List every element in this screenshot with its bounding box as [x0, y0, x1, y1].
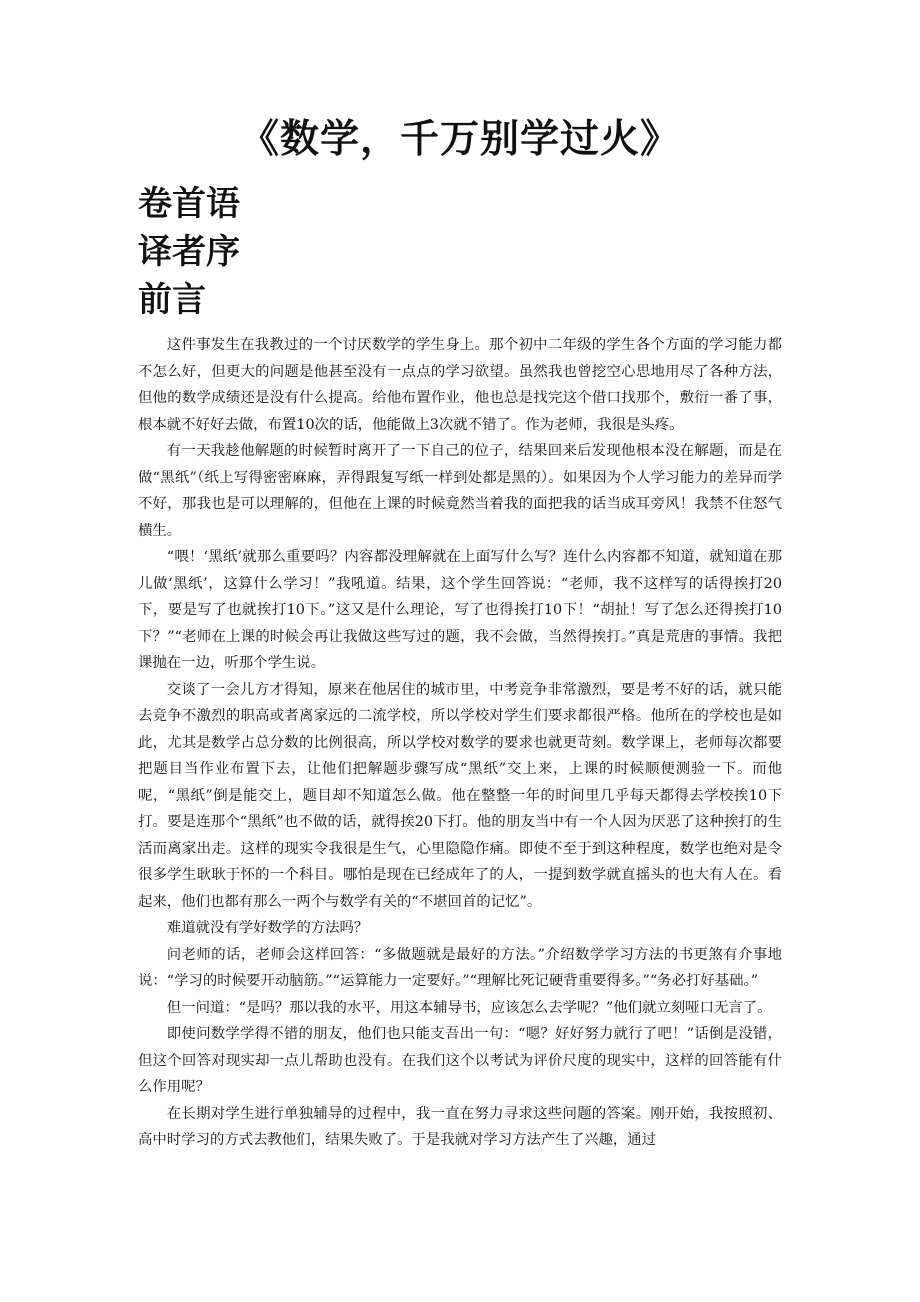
body-text — [138, 332, 782, 1154]
paragraph: 但一问道：“是吗？那以我的水平，用这本辅导书，应该怎么去学呢？”他们就立刻哑口无言了。 — [166, 999, 772, 1016]
paragraph: 在长期对学生进行单独辅导的过程中，我一直在努力寻求这些问题的答案。刚开始，我按照初、高中时学习的方式去教他们，结果失败了。于是我就对学习方法产生了兴趣，通过 — [138, 1105, 782, 1148]
heading-translator-preface: 译者序 — [138, 232, 240, 272]
paragraph: 交谈了一会儿方才得知，原来在他居住的城市里，中考竞争非常激烈，要是考不好的话，就只能去竞争不激烈的职高或者离家远的二流学校，所以学校对学生们要求都很严格。他所在的学校也是如此，尤其是数学占总分数的比例很高，所以学校对数学的要求也就更苛刻。数学课上，老师每次都要把题目当作业布置下去，让他们把解题步骤写成“黑纸”交上来，上课的时候顺便测验一下。而他呢，“黑纸”倒是能交上，题目却不知道怎么做。他在整整一年的时间里几乎每天都得去学校挨10下打。要是连那个“黑纸”也不做的话，就得挨20下打。他的朋友当中有一个人因为厌恶了这种挨打的生活而离家出走。这样的现实令我很是生气，心里隐隐作痛。即使不至于到这种程度，数学也绝对是令很多学生耿耿于怀的一个科目。哪怕是现在已经成年了的人，一提到数学就直摇头的也大有人在。看起来，他们也都有那么一两个与数学有关的“不堪回首的记忆”。 — [138, 681, 782, 910]
paragraph: 问老师的话，老师会这样回答：“多做题就是最好的方法。”介绍数学学习方法的书更煞有介事地说：“学习的时候要开动脑筋。”“运算能力一定要好。”“理解比死记硬背重要得多。”“务必打好基础。” — [138, 946, 782, 989]
heading-preface: 前言 — [138, 280, 206, 320]
heading-foreword: 卷首语 — [138, 184, 240, 224]
paragraph: “喂！‘黑纸’就那么重要吗？内容都没理解就在上面写什么写？连什么内容都不知道，就知道在那儿做‘黑纸’，这算什么学习！”我吼道。结果，这个学生回答说：“老师，我不这样写的话得挨打20下，要是写了也就挨打10下。”这又是什么理论，写了也得挨打10下！“胡扯！写了怎么还得挨打10下？”“老师在上课的时候会再让我做这些写过的题，我不会做，当然得挨打。”真是荒唐的事情。我把课抛在一边，听那个学生说。 — [138, 549, 782, 671]
paragraph: 有一天我趁他解题的时候暂时离开了一下自己的位子，结果回来后发现他根本没在解题，而是在做“黑纸”（纸上写得密密麻麻，弄得跟复写纸一样到处都是黑的）。如果因为个人学习能力的差异而学不好，那我也是可以理解的，但他在上课的时候竟然当着我的面把我的话当成耳旁风！我禁不住怒气横生。 — [138, 443, 782, 539]
paragraph: 即使问数学学得不错的朋友，他们也只能支吾出一句：“嗯？好好努力就行了吧！”话倒是没错，但这个回答对现实却一点儿帮助也没有。在我们这个以考试为评价尺度的现实中，这样的回答能有什么作用呢？ — [138, 1026, 782, 1095]
paragraph: 这件事发生在我教过的一个讨厌数学的学生身上。那个初中二年级的学生各个方面的学习能力都不怎么好，但更大的问题是他甚至没有一点点的学习欲望。虽然我也曾挖空心思地用尽了各种方法，但他的数学成绩还是没有什么提高。给他布置作业，他也总是找完这个借口找那个，敷衍一番了事，根本就不好好去做，布置10次的话，他能做上3次就不错了。作为老师，我很是头疼。 — [138, 337, 782, 433]
paragraph: 难道就没有学好数学的方法吗？ — [166, 920, 369, 936]
document-title: 《数学，千万别学过火》 — [239, 117, 680, 162]
